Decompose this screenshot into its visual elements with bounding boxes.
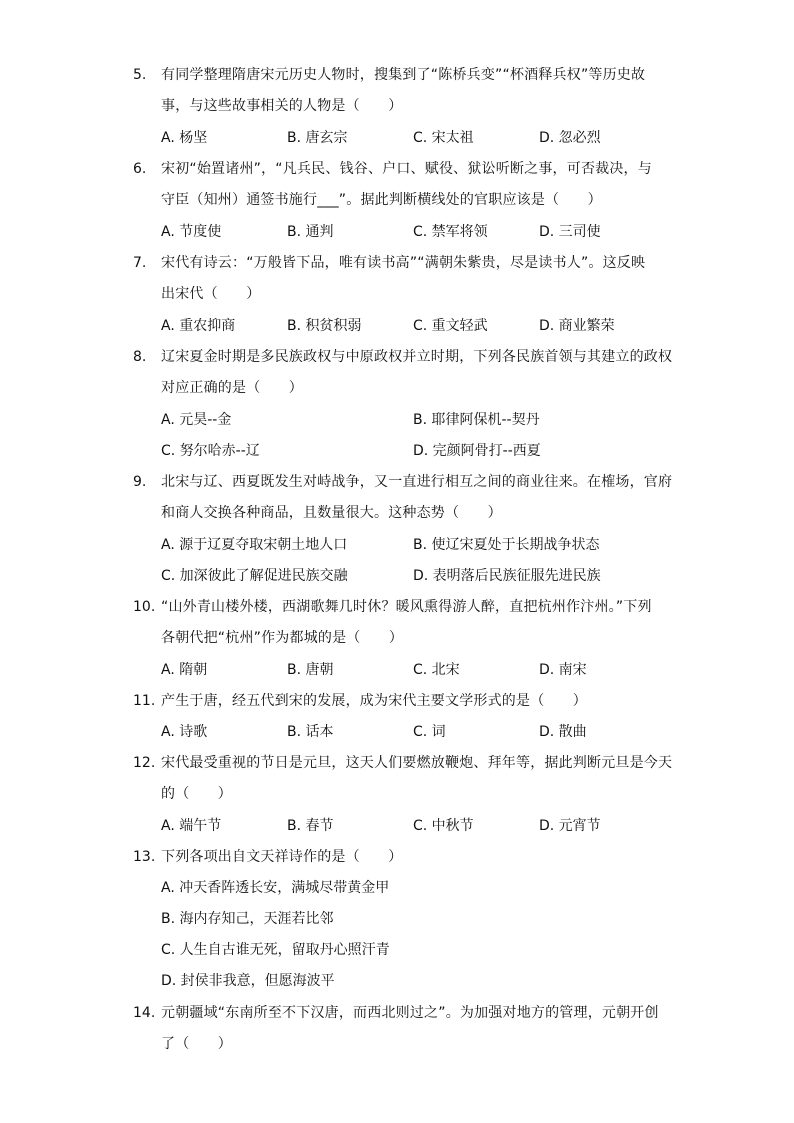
option-a[interactable]: A. 端午节 bbox=[161, 818, 222, 834]
option-c[interactable]: C. 重文轻武 bbox=[413, 318, 488, 334]
question-text: 宋代有诗云：“万般皆下品，唯有读书高”“满朝朱紫贵，尽是读书人”。这反映 bbox=[161, 255, 646, 271]
question-text: 和商人交换各种商品，且数量很大。这种态势（ ） bbox=[161, 505, 502, 521]
question-number: 12. bbox=[133, 755, 156, 771]
option-b[interactable]: B. 唐朝 bbox=[287, 662, 334, 678]
question-number: 7. bbox=[133, 255, 147, 271]
option-b[interactable]: B. 唐玄宗 bbox=[287, 130, 348, 146]
option-c[interactable]: C. 中秋节 bbox=[413, 818, 474, 834]
option-d[interactable]: D. 表明落后民族征服先进民族 bbox=[413, 568, 601, 584]
option-d[interactable]: D. 散曲 bbox=[539, 724, 587, 740]
question-number: 9. bbox=[133, 474, 147, 490]
option-c[interactable]: C. 努尔哈赤--辽 bbox=[161, 443, 260, 459]
option-a[interactable]: A. 节度使 bbox=[161, 224, 222, 240]
question-text: 辽宋夏金时期是多民族政权与中原政权并立时期，下列各民族首领与其建立的政权 bbox=[161, 349, 673, 365]
option-a[interactable]: A. 源于辽夏夺取宋朝土地人口 bbox=[161, 537, 348, 553]
question-number: 6. bbox=[133, 161, 147, 177]
option-c[interactable]: C. 禁军将领 bbox=[413, 224, 488, 240]
option-b[interactable]: B. 春节 bbox=[287, 818, 334, 834]
option-b[interactable]: B. 使辽宋夏处于长期战争状态 bbox=[413, 537, 600, 553]
option-a[interactable]: A. 诗歌 bbox=[161, 724, 208, 740]
question-text: 有同学整理隋唐宋元历史人物时，搜集到了“陈桥兵变”“杯酒释兵权”等历史故 bbox=[161, 67, 646, 83]
option-b[interactable]: B. 积贫积弱 bbox=[287, 318, 362, 334]
option-b[interactable]: B. 海内存知己，天涯若比邻 bbox=[161, 911, 334, 927]
question-number: 14. bbox=[133, 1005, 156, 1021]
option-c[interactable]: C. 词 bbox=[413, 724, 446, 740]
question-text: 宋初“始置诸州”，“凡兵民、钱谷、户口、赋役、狱讼听断之事，可否裁决，与 bbox=[161, 161, 652, 177]
option-c[interactable]: C. 北宋 bbox=[413, 662, 460, 678]
option-b[interactable]: B. 话本 bbox=[287, 724, 334, 740]
option-a[interactable]: A. 隋朝 bbox=[161, 662, 208, 678]
question-text: 各朝代把“杭州”作为都城的是（ ） bbox=[161, 630, 404, 646]
question-text: 了（ ） bbox=[161, 1036, 232, 1052]
question-number: 5. bbox=[133, 67, 147, 83]
option-d[interactable]: D. 封侯非我意，但愿海波平 bbox=[161, 973, 335, 989]
question-text: 出宋代（ ） bbox=[161, 286, 261, 302]
option-c[interactable]: C. 宋太祖 bbox=[413, 130, 474, 146]
option-d[interactable]: D. 忽必烈 bbox=[539, 130, 601, 146]
question-text: 产生于唐，经五代到宋的发展，成为宋代主要文学形式的是（ ） bbox=[161, 693, 587, 709]
question-text: 事，与这些故事相关的人物是（ ） bbox=[161, 98, 403, 114]
question-number: 11. bbox=[133, 693, 156, 709]
option-d[interactable]: D. 三司使 bbox=[539, 224, 601, 240]
option-a[interactable]: A. 杨坚 bbox=[161, 130, 208, 146]
option-d[interactable]: D. 完颜阿骨打--西夏 bbox=[413, 443, 541, 459]
option-d[interactable]: D. 商业繁荣 bbox=[539, 318, 615, 334]
option-c[interactable]: C. 加深彼此了解促进民族交融 bbox=[161, 568, 348, 584]
question-text: 下列各项出自文天祥诗作的是（ ） bbox=[161, 849, 403, 865]
question-text: 对应正确的是（ ） bbox=[161, 380, 303, 396]
question-number: 10. bbox=[133, 599, 156, 615]
option-d[interactable]: D. 元宵节 bbox=[539, 818, 601, 834]
question-number: 13. bbox=[133, 849, 156, 865]
option-c[interactable]: C. 人生自古谁无死，留取丹心照汗青 bbox=[161, 942, 390, 958]
option-b[interactable]: B. 耶律阿保机--契丹 bbox=[413, 412, 540, 428]
option-a[interactable]: A. 冲天香阵透长安，满城尽带黄金甲 bbox=[161, 880, 390, 896]
question-text: “山外青山楼外楼，西湖歌舞几时休？暖风熏得游人醉，直把杭州作汴州。”下列 bbox=[161, 599, 652, 615]
question-text: 宋代最受重视的节日是元旦，这天人们要燃放鞭炮、拜年等，据此判断元旦是今天 bbox=[161, 755, 673, 771]
option-a[interactable]: A. 重农抑商 bbox=[161, 318, 236, 334]
option-a[interactable]: A. 元昊--金 bbox=[161, 412, 232, 428]
option-d[interactable]: D. 南宋 bbox=[539, 662, 587, 678]
option-b[interactable]: B. 通判 bbox=[287, 224, 334, 240]
question-text: 守臣（知州）通签书施行___”。据此判断横线处的官职应该是（ ） bbox=[161, 192, 602, 208]
question-text: 元朝疆域“东南所至不下汉唐，而西北则过之”。为加强对地方的管理，元朝开创 bbox=[161, 1005, 659, 1021]
question-text: 北宋与辽、西夏既发生对峙战争，又一直进行相互之间的商业往来。在榷场，官府 bbox=[161, 474, 673, 490]
question-number: 8. bbox=[133, 349, 147, 365]
question-text: 的（ ） bbox=[161, 786, 232, 802]
